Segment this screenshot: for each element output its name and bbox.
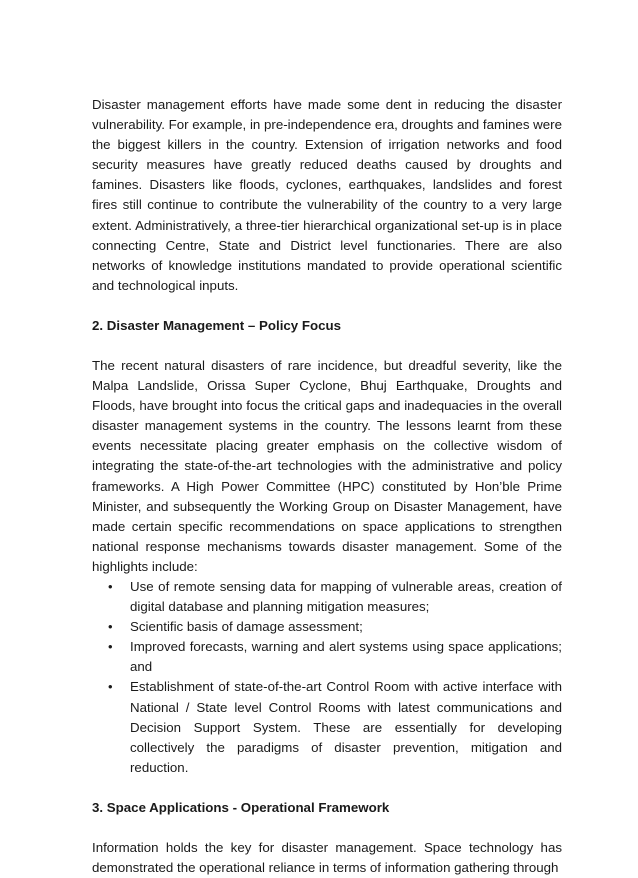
list-item: • Establishment of state-of-the-art Control Room with active interface with National / State level Control Rooms with latest communications and Decision Support System. These are essentially for developing collectively the paradigms of disaster prevention, mitigation and reduction. [130, 677, 562, 777]
section-2-heading: 2. Disaster Management – Policy Focus [92, 317, 342, 333]
list-item: • Use of remote sensing data for mapping of vulnerable areas, creation of digital database and planning mitigation measures; [130, 577, 562, 617]
highlights-list [92, 577, 562, 778]
section-3-paragraph: Information holds the key for disaster management. Space technology has demonstrated the operational reliance in terms of information gathering through [92, 839, 562, 875]
list-item: • Scientific basis of damage assessment; [130, 617, 562, 637]
section-3-heading: 3. Space Applications - Operational Framework [92, 799, 390, 815]
section-2-paragraph: The recent natural disasters of rare incidence, but dreadful severity, like the Malpa Landslide, Orissa Super Cyclone, Bhuj Earthquake, Droughts and Floods, have brought into focus the critical gaps and inadequacies in the overall disaster management systems in the country. The lessons learnt from these events necessitate placing greater emphasis on the collective wisdom of integrating the state-of-the-art technologies with the administrative and policy frameworks. A High Power Committee (HPC) constituted by Hon’ble Prime Minister, and subsequently the Working Group on Disaster Management, have made certain specific recommendations on space applications to strengthen national response mechanisms towards disaster management. Some of the highlights include: [92, 357, 562, 574]
list-item: • Improved forecasts, warning and alert systems using space applications; and [130, 637, 562, 677]
intro-paragraph: Disaster management efforts have made some dent in reducing the disaster vulnerability. For example, in pre-independence era, droughts and famines were the biggest killers in the country. Extension of irrigation networks and food security measures have greatly reduced deaths caused by droughts and famines. Disasters like floods, cyclones, earthquakes, landslides and forest fires still continue to contribute the vulnerability of the country to a very large extent. Administratively, a three-tier hierarchical organizational set-up is in place connecting Centre, State and District level functionaries. There are also networks of knowledge institutions mandated to provide operational scientific and technological inputs. [92, 97, 562, 293]
